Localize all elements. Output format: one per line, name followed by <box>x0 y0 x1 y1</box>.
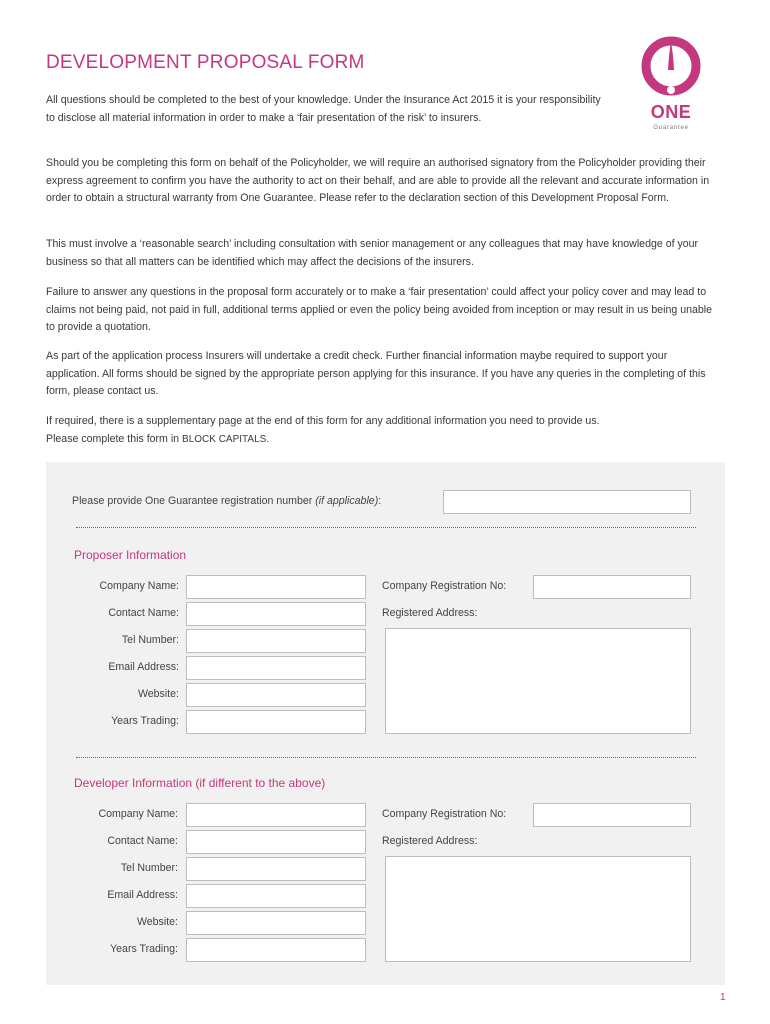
divider <box>76 527 696 528</box>
developer-registration-no-input[interactable] <box>533 803 691 827</box>
proposer-company-name-input[interactable] <box>186 575 366 599</box>
proposer-years-trading-input[interactable] <box>186 710 366 734</box>
developer-website-label: Website: <box>136 916 178 928</box>
intro-paragraph-4: Failure to answer any questions in the proposal form accurately or to make a ‘fair presentation’ could affect your policy cover and may lead to claims not being paid, not paid in full, additional terms applied or even the policy being avoided from inception or may result in us being unable to provide a quotation. <box>46 286 713 334</box>
intro-paragraph-3: This must involve a ‘reasonable search’ including consultation with senior management or any colleagues that may have knowledge of your business so that all matters can be identified which may affect the decisions of the insurers. <box>46 238 699 268</box>
logo-ring-icon <box>640 30 702 102</box>
intro-paragraph-5: As part of the application process Insurers will undertake a credit check. Further financial information maybe required to support your application. All forms should be signed by the appropriate person applying for this insurance. If you have any queries in the completing of this form, please contact us. <box>46 350 706 398</box>
developer-tel-input[interactable] <box>186 857 366 881</box>
proposer-tel-label: Tel Number: <box>121 634 179 646</box>
developer-years-trading-input[interactable] <box>186 938 366 962</box>
developer-company-name-input[interactable] <box>186 803 366 827</box>
developer-website-input[interactable] <box>186 911 366 935</box>
block-capitals-emphasis: BLOCK CAPITALS. <box>182 433 270 445</box>
registration-number-input[interactable] <box>443 490 691 514</box>
developer-email-label: Email Address: <box>107 889 178 901</box>
proposer-website-input[interactable] <box>186 683 366 707</box>
developer-company-name-label: Company Name: <box>98 808 178 820</box>
proposer-company-name-label: Company Name: <box>99 580 179 592</box>
proposer-contact-name-input[interactable] <box>186 602 366 626</box>
proposer-registration-no-label: Company Registration No: <box>382 580 507 592</box>
proposer-address-textarea[interactable] <box>385 628 691 734</box>
proposer-years-trading-label: Years Trading: <box>111 715 179 727</box>
one-guarantee-logo <box>640 30 702 134</box>
developer-years-trading-label: Years Trading: <box>110 943 178 955</box>
logo-wordmark: ONE <box>650 102 692 122</box>
intro-paragraph-6 <box>46 413 736 448</box>
logo-subtitle: Guarantee <box>653 125 689 131</box>
developer-address-label: Registered Address: <box>382 835 478 847</box>
proposer-address-label: Registered Address: <box>382 607 478 619</box>
proposer-email-label: Email Address: <box>108 661 179 673</box>
proposer-website-label: Website: <box>137 688 179 700</box>
proposer-tel-input[interactable] <box>186 629 366 653</box>
developer-registration-no-label: Company Registration No: <box>382 808 507 820</box>
page-number: 1 <box>720 992 726 1003</box>
proposer-registration-no-input[interactable] <box>533 575 691 599</box>
developer-heading: Developer Information (if different to the above) <box>74 776 326 790</box>
supplementary-note: If required, there is a supplementary page at the end of this form for any additional information you need to provide us. <box>46 415 600 427</box>
block-capitals-note: Please complete this form in <box>46 432 180 445</box>
intro-paragraph-2: Should you be completing this form on behalf of the Policyholder, we will require an authorised signatory from the Policyholder providing their express agreement to confirm you have the authority to act on their behalf, and are able to provide all the relevant and accurate information in order to obtain a structural warranty from One Guarantee. Please refer to the declaration section of this Development Proposal Form. <box>46 157 710 205</box>
intro-paragraph-1: All questions should be completed to the best of your knowledge. Under the Insurance Act 2015 it is your responsibility to disclose all material information in order to make a ‘fair presentation of the risk’ to insurers. <box>46 94 601 124</box>
divider <box>76 757 696 758</box>
developer-contact-name-label: Contact Name: <box>107 835 178 847</box>
proposer-heading: Proposer Information <box>74 548 187 562</box>
developer-tel-label: Tel Number: <box>120 862 178 874</box>
proposer-email-input[interactable] <box>186 656 366 680</box>
developer-contact-name-input[interactable] <box>186 830 366 854</box>
proposer-contact-name-label: Contact Name: <box>108 607 179 619</box>
page-title: DEVELOPMENT PROPOSAL FORM <box>46 52 365 73</box>
developer-email-input[interactable] <box>186 884 366 908</box>
developer-address-textarea[interactable] <box>385 856 691 962</box>
registration-label: Please provide One Guarantee registration number (if applicable): <box>72 495 382 507</box>
